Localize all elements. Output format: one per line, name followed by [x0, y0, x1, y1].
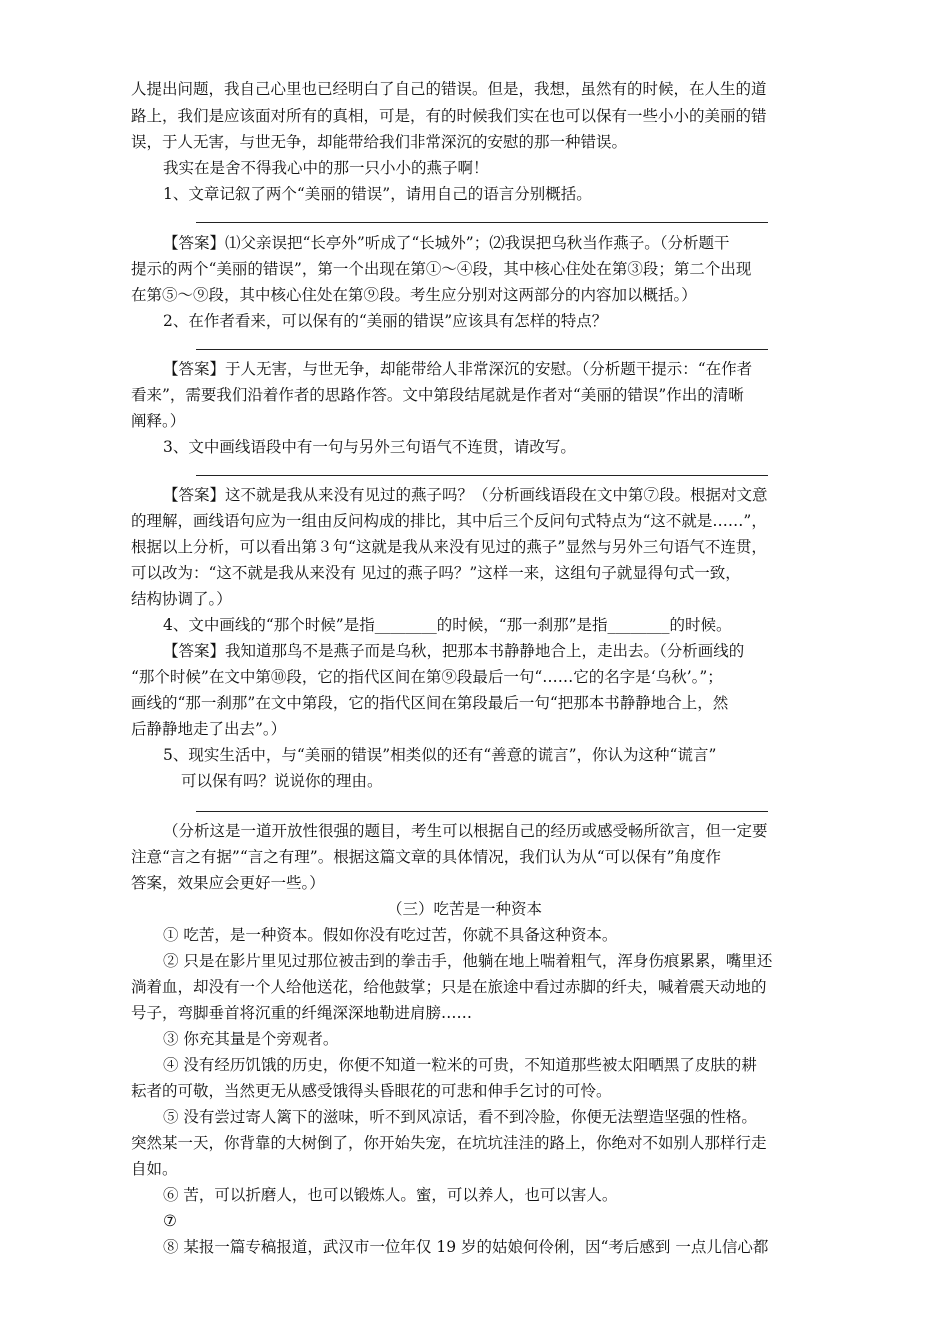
- answer-blank-line: [196, 475, 768, 476]
- paragraph-2: 淌着血，却没有一个人给他送花，给他鼓掌；只是在旅途中看过赤脚的纤夫，喊着震天动地的: [131, 978, 767, 996]
- answer-2: 【答案】于人无害，与世无争，却能带给人非常深沉的安慰。（分析题干提示：“在作者: [163, 360, 753, 378]
- paragraph-4: 耘者的可敬，当然更无从感受饿得头昏眼花的可悲和伸手乞讨的可怜。: [131, 1082, 612, 1100]
- answer-4: 后静静地走了出去”。）: [131, 720, 287, 738]
- answer-blank-line: [196, 222, 768, 223]
- question-1: 1、文章记叙了两个“美丽的错误”，请用自己的语言分别概括。: [163, 185, 592, 203]
- answer-2: 阐释。）: [131, 412, 186, 430]
- paragraph-4: ④ 没有经历饥饿的历史，你便不知道一粒米的可贵，不知道那些被太阳晒黑了皮肤的耕: [163, 1056, 757, 1074]
- question-2: 2、在作者看来，可以保有的“美丽的错误”应该具有怎样的特点？: [163, 312, 608, 330]
- answer-5: （分析这是一道开放性很强的题目，考生可以根据自己的经历或感受畅所欲言，但一定要: [163, 822, 768, 840]
- answer-3: 可以改为：“这不就是我从来没有 见过的燕子吗？”这样一来，这组句子就显得句式一致，: [131, 564, 741, 582]
- paragraph-5: 自如。: [131, 1160, 178, 1178]
- paragraph-6: ⑥ 苦，可以折磨人，也可以锻炼人。蜜，可以养人，也可以害人。: [163, 1186, 618, 1204]
- paragraph-7: ⑦: [163, 1212, 177, 1230]
- paragraph-2: 号子，弯脚垂首将沉重的纤绳深深地勒进肩膀……: [131, 1004, 473, 1022]
- answer-3: 根据以上分析，可以看出第３句“这就是我从来没有见过的燕子”显然与另外三句语气不连贯，: [131, 538, 767, 556]
- answer-1: 在第⑤～⑨段，其中核心住处在第⑨段。考生应分别对这两部分的内容加以概括。）: [131, 286, 697, 304]
- paragraph-5: 突然某一天，你背靠的大树倒了，你开始失宠，在坑坑洼洼的路上，你绝对不如别人那样行走: [131, 1134, 767, 1152]
- answer-4: 【答案】我知道那鸟不是燕子而是乌秋，把那本书静静地合上，走出去。（分析画线的: [163, 642, 745, 660]
- answer-1: 提示的两个“美丽的错误”，第一个出现在第①～④段，其中核心住处在第③段；第二个出现: [131, 260, 752, 278]
- answer-3: 结构协调了。）: [131, 590, 232, 608]
- intro-line: 误，于人无害，与世无争，却能带给我们非常深沉的安慰的那一种错误。: [131, 133, 628, 151]
- intro-line: 我实在是舍不得我心中的那一只小小的燕子啊！: [163, 159, 489, 177]
- question-3: 3、文中画线语段中有一句与另外三句语气不连贯，请改写。: [163, 438, 576, 456]
- section-title: （三）吃苦是一种资本: [387, 900, 543, 918]
- answer-3: 【答案】这不就是我从来没有见过的燕子吗？（分析画线语段在文中第⑦段。根据对文意: [163, 486, 768, 504]
- answer-1: 【答案】⑴父亲误把“长亭外”听成了“长城外”；⑵我误把乌秋当作燕子。（分析题干: [163, 234, 730, 252]
- paragraph-8: ⑧ 某报一篇专稿报道，武汉市一位年仅 19 岁的姑娘何伶俐，因“考后感到 一点儿信心都: [163, 1238, 769, 1256]
- intro-line: 路上，我们是应该面对所有的真相，可是，有的时候我们实在也可以保有一些小小的美丽的错: [131, 107, 767, 125]
- question-4: 4、文中画线的“那个时候”是指________的时候，“那一刹那”是指________的时候。: [163, 616, 732, 634]
- answer-blank-line: [196, 349, 768, 350]
- answer-4: “那个时候”在文中第⑩段，它的指代区间在第⑨段最后一句“……它的名字是‘乌秋’。”；: [131, 668, 723, 686]
- answer-blank-line: [196, 811, 768, 812]
- answer-2: 看来”，需要我们沿着作者的思路作答。文中第段结尾就是作者对“美丽的错误”作出的清晰: [131, 386, 744, 404]
- answer-5: 答案，效果应会更好一些。）: [131, 874, 325, 892]
- question-5: 5、现实生活中，与“美丽的错误”相类似的还有“善意的谎言”，你认为这种“谎言”: [163, 746, 717, 764]
- answer-3: 的理解，画线语句应为一组由反问构成的排比，其中后三个反问句式特点为“这不就是……”，: [131, 512, 767, 530]
- question-5: 可以保有吗？说说你的理由。: [181, 772, 383, 790]
- answer-4: 画线的“那一刹那”在文中第段，它的指代区间在第段最后一句“把那本书静静地合上，然: [131, 694, 729, 712]
- paragraph-1: ① 吃苦，是一种资本。假如你没有吃过苦，你就不具备这种资本。: [163, 926, 618, 944]
- paragraph-5: ⑤ 没有尝过寄人篱下的滋味，听不到风凉话，看不到冷脸，你便无法塑造坚强的性格。: [163, 1108, 757, 1126]
- paragraph-3: ③ 你充其量是个旁观者。: [163, 1030, 339, 1048]
- answer-5: 注意“言之有据”“言之有理”。根据这篇文章的具体情况，我们认为从“可以保有”角度作: [131, 848, 722, 866]
- paragraph-2: ② 只是在影片里见过那位被击到的拳击手，他躺在地上喘着粗气，浑身伤痕累累，嘴里还: [163, 952, 773, 970]
- intro-line: 人提出问题，我自己心里也已经明白了自己的错误。但是，我想，虽然有的时候，在人生的道: [131, 80, 767, 98]
